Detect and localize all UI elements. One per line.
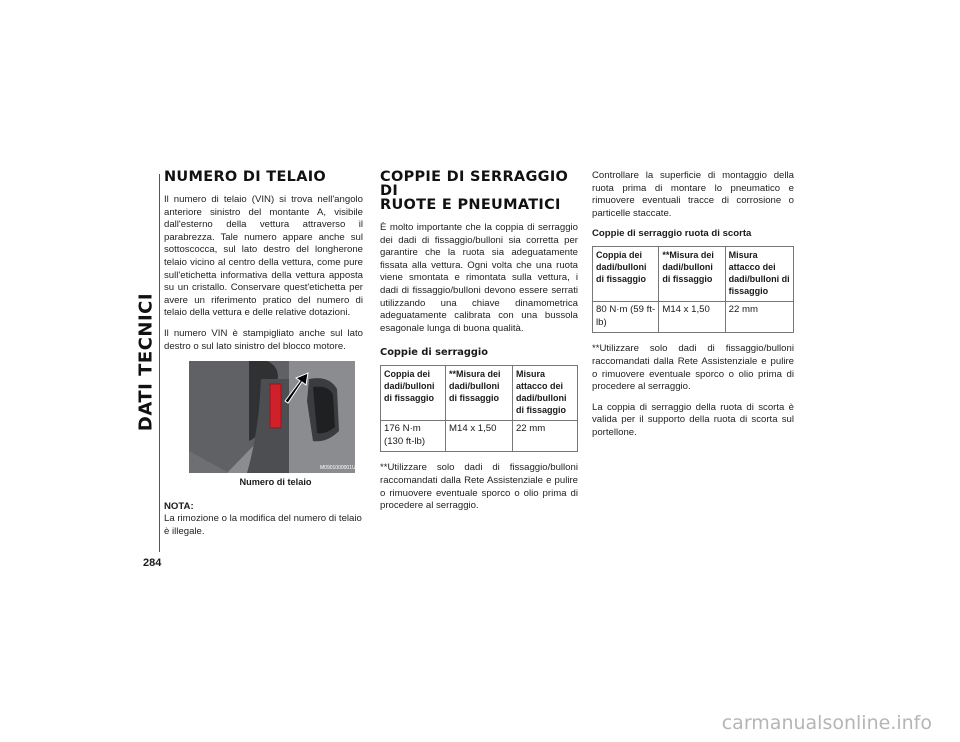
section-tab <box>135 176 157 548</box>
table-cell: 22 mm <box>725 302 793 333</box>
table-header: Coppia dei dadi/bulloni di fissaggio <box>381 366 446 421</box>
torque-title-line-1: COPPIE DI SERRAGGIO DI <box>380 169 569 199</box>
table-cell: 176 N·m (130 ft-lb) <box>381 421 446 452</box>
torque-title <box>380 170 578 212</box>
table-header: Misura attacco dei dadi/bulloni di fissaggio <box>725 247 793 302</box>
watermark: carmanualsonline.info <box>721 712 932 734</box>
table-row <box>381 421 578 452</box>
column-spare <box>592 170 794 448</box>
section-divider <box>159 174 160 552</box>
table-header: **Misura dei dadi/bulloni di fissaggio <box>659 247 725 302</box>
vin-photo <box>189 361 359 473</box>
vin-location-illustration <box>189 361 359 473</box>
note-label: NOTA: <box>164 501 194 513</box>
table-cell: M14 x 1,50 <box>659 302 725 333</box>
vin-photo-caption: Numero di telaio <box>239 477 312 488</box>
spare-footnote: **Utilizzare solo dadi di fissaggio/bulloni raccomandati dalla Rete Assistenziale e pulire o rimuovere eventuale sporco o olio prima di procedere al serraggio. <box>592 343 794 393</box>
spare-paragraph-2: La coppia di serraggio della ruota di scorta è valida per il supporto della ruota di scorta sul portellone. <box>592 401 794 438</box>
table-row <box>593 302 794 333</box>
table-header: **Misura dei dadi/bulloni di fissaggio <box>446 366 513 421</box>
page-number: 284 <box>143 557 162 569</box>
column-vin <box>164 170 363 546</box>
table-header: Misura attacco dei dadi/bulloni di fissaggio <box>512 366 577 421</box>
table-cell: 80 N·m (59 ft-lb) <box>593 302 659 333</box>
vin-paragraph-2: Il numero VIN è stampigliato anche sul lato destro o sul lato sinistro del blocco motore. <box>164 327 363 352</box>
table-header-row <box>593 247 794 302</box>
torque-title-line-2: RUOTE E PNEUMATICI <box>380 197 561 213</box>
table-cell: M14 x 1,50 <box>446 421 513 452</box>
torque-table <box>380 365 578 452</box>
torque-footnote: **Utilizzare solo dadi di fissaggio/bulloni raccomandati dalla Rete Assistenziale e pulire o rimuovere eventuale sporco o olio prima di procedere al serraggio. <box>380 462 578 512</box>
torque-subhead: Coppie di serraggio <box>380 347 489 359</box>
column-torque <box>380 170 578 521</box>
table-header: Coppia dei dadi/bulloni di fissaggio <box>593 247 659 302</box>
torque-paragraph: È molto importante che la coppia di serraggio dei dadi di fissaggio/bulloni sia corretta per garantire che la ruota sia adeguatamente fissata alla vettura. Ogni volta che una ruota viene smontata e rimontata sulla vettura, i dadi di fissaggio/bulloni devono essere serrati utilizzando una chiave dinamometrica adeguatamente calibrata con una bussola esagonale lunga di buona qualità. <box>380 222 578 334</box>
note-text: La rimozione o la modifica del numero di telaio è illegale. <box>164 513 362 537</box>
section-tab-label: DATI TECNICI <box>135 292 157 432</box>
vin-paragraph-1: Il numero di telaio (VIN) si trova nell'angolo anteriore sinistro del montante A, visibile dall'esterno della vettura attraverso il parabrezza. Tale numero appare anche sul sottoscocca, sul lato destro del longherone telaio vicino al centro della vettura, come pure sull'etichetta informativa della vettura apposta su un cristallo. Conservare quest'etichetta per avere un riferimento pratico del numero di telaio della vettura e delle relative dotazioni. <box>164 194 363 319</box>
image-code: M0901000001US <box>320 465 359 472</box>
spare-subhead: Coppie di serraggio ruota di scorta <box>592 228 752 240</box>
table-header-row <box>381 366 578 421</box>
table-cell: 22 mm <box>512 421 577 452</box>
vin-title: NUMERO DI TELAIO <box>164 169 327 185</box>
spare-paragraph-1: Controllare la superficie di montaggio della ruota prima di montare lo pneumatico e rimuovere eventuali tracce di corrosione o particelle staccate. <box>592 170 794 219</box>
spare-table <box>592 246 794 333</box>
